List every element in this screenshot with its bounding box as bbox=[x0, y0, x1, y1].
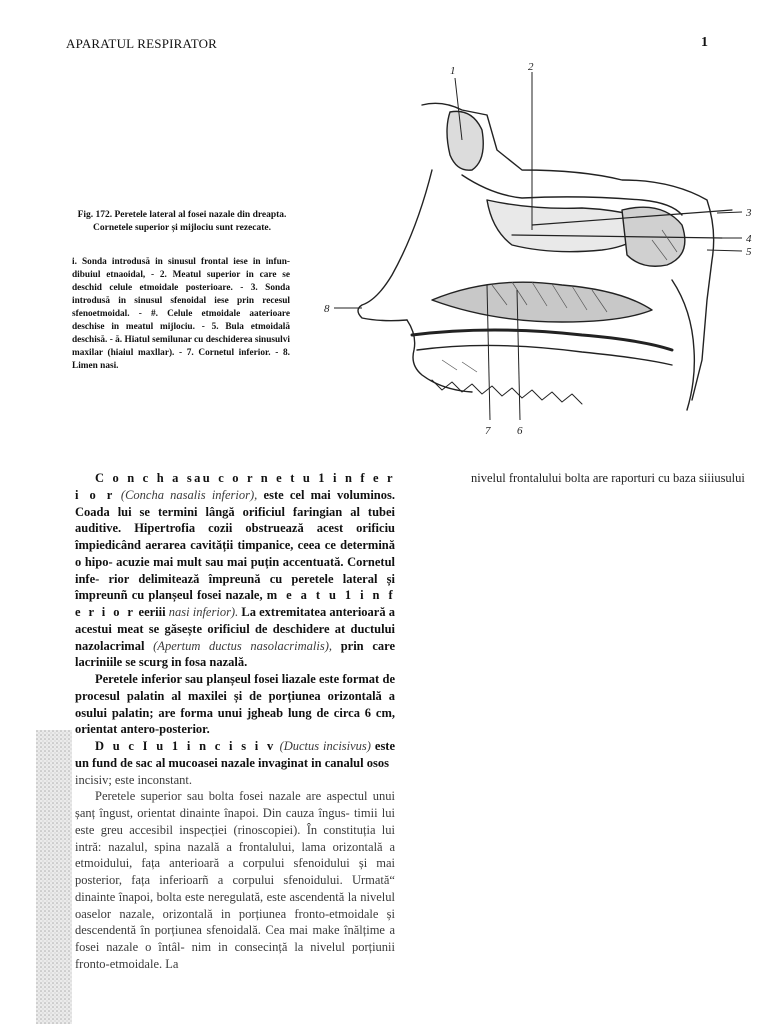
figure-label-1: 1 bbox=[450, 65, 456, 77]
anatomical-figure-nasal-cavity bbox=[322, 60, 768, 438]
figure-label-8: 8 bbox=[324, 303, 330, 315]
scan-edge-texture bbox=[36, 730, 72, 1024]
figure-label-2: 2 bbox=[528, 61, 534, 73]
right-column-text: nivelul frontalului bolta are raporturi cu baza siiiusului bbox=[471, 471, 745, 485]
paragraph-concha-inferior: C o n c h a sau c o r n e t u 1 i n f e r i o r (Concha nasalis inferior), este cel mai voluminos. Coada lui se termini lângă orificiul faringian al tubei auditive. Hipertrofia cozii obstruează acest orificiu împiedicând aerarea cavității timpanice, ceea ce determină o hipo- acuzie mai mult sau mai puțin accentuată. Cornetul infe- rior delimitează împreună cu peretele lateral și împreunñ cu planșeul fosei nazale, m e a t u 1 i n f e r i o r eeriii nasi inferior). La extremitatea anterioară a acestui meat se găsește orificiul de deschidere at ductului nazolacrimal (Apertum ductus nasolacrimalis), prin care lacriniile se scurg in fosa nazală. bbox=[75, 471, 396, 670]
figure-label-7: 7 bbox=[485, 425, 491, 437]
paragraph-inferior-wall: Peretele inferior sau planșeul fosei liazale este format de procesul palatin al maxilei și de porțiunea orizontală a osului palatin; are forma unui jgheab lung de circa 6 cm, orientat antero-posterior. bbox=[75, 672, 395, 737]
term-meatus: m e a t u 1 i n f e r i o r bbox=[75, 588, 396, 619]
paragraph-ductus-incisivus: D u c I u 1 i n c i s i v (Ductus incisivus) este un fund de sac al mucoasei nazale invaginat in canalul osos bbox=[75, 739, 396, 770]
paragraph-superior-wall: Peretele superior sau bolta fosei nazale are aspectul unui șanț îngust, orientat dinainte înapoi. Din cauza îngus- timii lui este greu accesibil inspecției (rinoscopiei). În constituția lui intră: nazalul, spina nazală a frontalului, lama orizontală a etmoidului, fața anterioară a corpului sfenoidului și mai posterior, fața inferioarñ a corpului sfenoidului. Urmată“ dinainte înapoi, bolta este neregulată, este ascendentă la nivelul oaselor nazale, orizontală in porțiunea fronto-etmoidale și descendentă în porțiunea sfenoidală. Cea mai make înălțime a fosei nazale o întâl- nim in consecință la nivelul porțiunii fronto-etmoidale. La bbox=[75, 789, 395, 971]
main-text-column bbox=[75, 470, 395, 973]
term-concha: C o n c h a sau c o r n e t u 1 i n f e r i o r bbox=[75, 471, 395, 502]
figure-label-6: 6 bbox=[517, 425, 523, 437]
page-number: 1 bbox=[701, 35, 708, 50]
figure-label-5: 5 bbox=[746, 246, 752, 258]
paragraph-ductus-continuation: incisiv; este inconstant. bbox=[75, 772, 192, 787]
running-header: APARATUL RESPIRATOR bbox=[66, 36, 218, 51]
figure-label-4: 4 bbox=[746, 233, 752, 245]
figure-caption-title: Fig. 172. Peretele lateral al fosei nazale din dreapta. Cornetele superior și mijlociu sunt rezecate. bbox=[77, 210, 287, 234]
figure-label-3: 3 bbox=[746, 207, 752, 219]
latin-term: (Concha nasalis inferior), bbox=[120, 487, 258, 502]
term-ductus: D u c I u 1 i n c i s i v bbox=[95, 739, 276, 753]
figure-caption-legend: i. Sonda introdusă in sinusul frontal iese in infun- dibuiul etnaoidal, - 2. Meatul superior in care se deschid celule etmoidale posterioare. - 3. Sonda introdusă in sinusul sfenoidal iese prin recesul sfenoetmoidal. - #. Celule etmoidale aaterioare deschise in meatul mijlociu. - 5. Bula etmoidală deschisă. - ă. Hiatul semilunar cu deschiderea sinusulvi maxilar (hiaiul maxllar). - 7. Cornetul inferior. - 8. Limen nasi. bbox=[72, 257, 290, 372]
